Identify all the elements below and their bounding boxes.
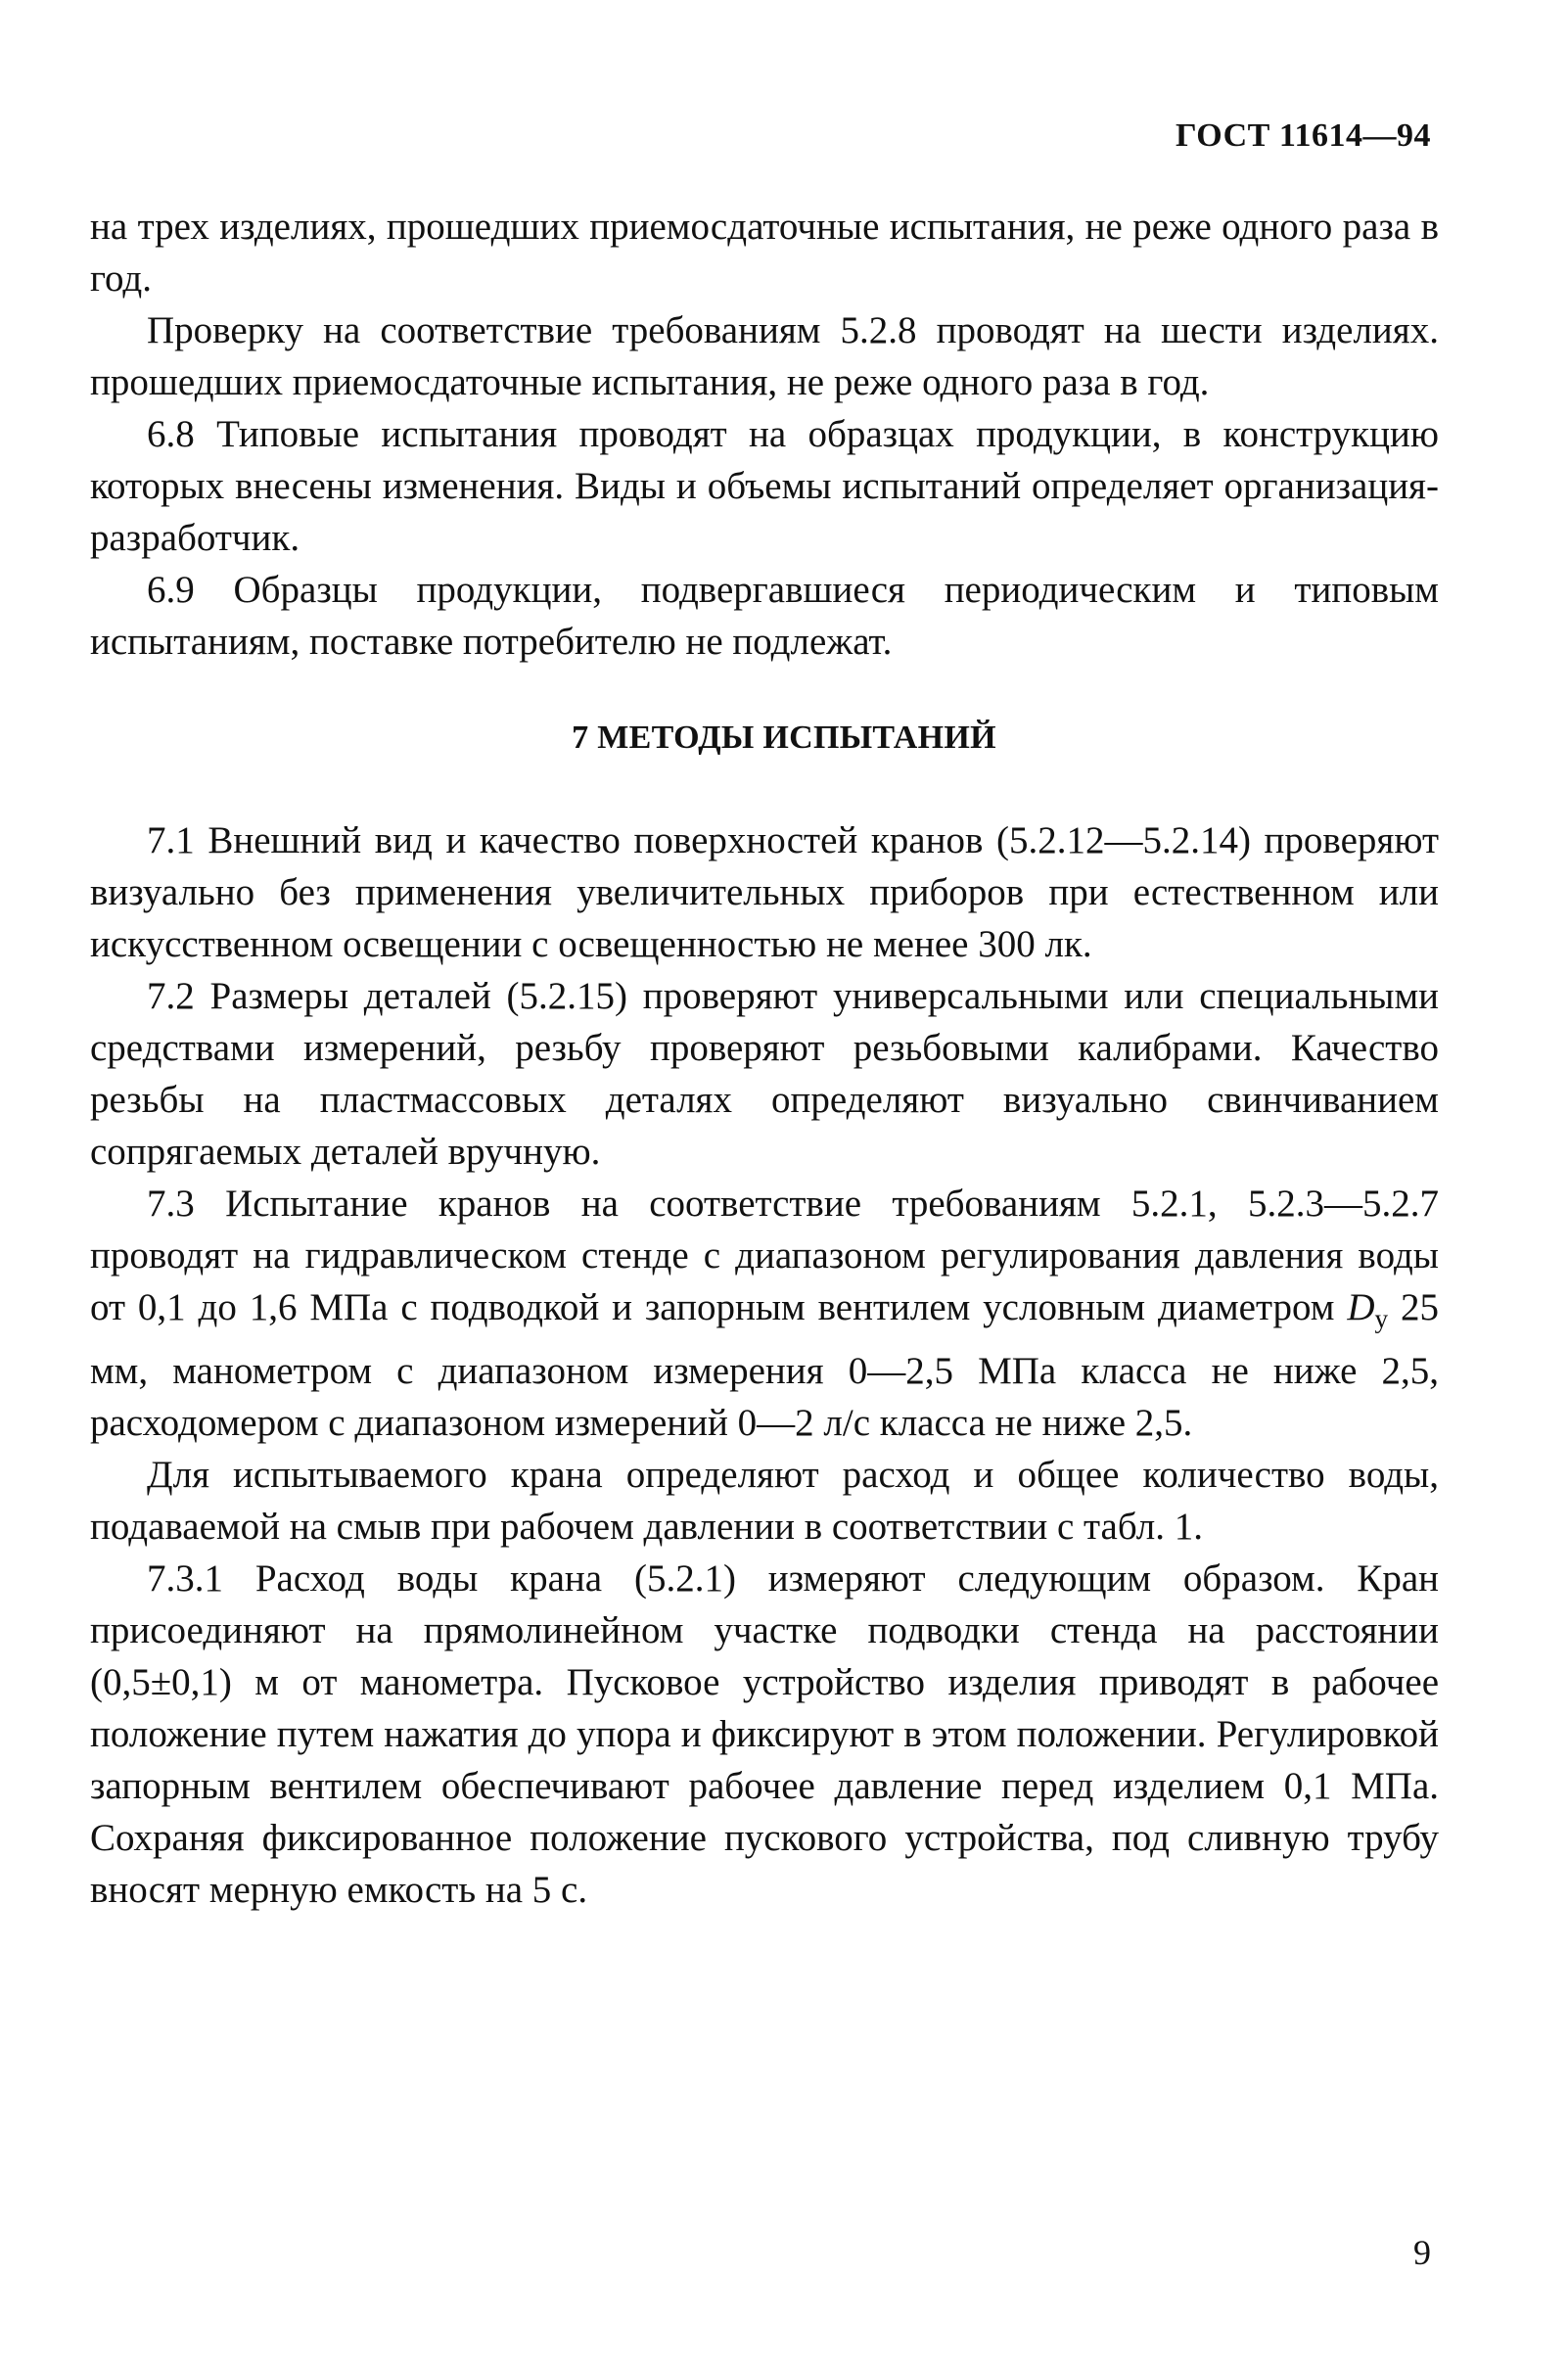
section-heading: 7 МЕТОДЫ ИСПЫТАНИЙ — [572, 720, 996, 756]
diameter-subscript: у — [1374, 1304, 1389, 1334]
paragraph: Для испытываемого крана определяют расход и общее количество воды, подаваемой на смыв при рабочем давлении в соответствии с табл. 1. — [90, 1454, 1439, 1549]
diameter-symbol: D — [1347, 1286, 1375, 1328]
paragraph: 7.3.1 Расход воды крана (5.2.1) измеряют следующим образом. Кран присоединяют на прямолинейном участке подводки стенда на расстоянии (0,5±0,1) м от манометра. Пусковое устройство изделия приводят в рабочее положение путем нажатия до упора и фиксируют в этом положении. Регулировкой запорным вентилем обеспечивают рабочее давление перед изделием 0,1 МПа. Сохраняя фиксированное положение пускового устройства, под сливную трубу вносят мерную емкость на 5 с. — [90, 1557, 1439, 1912]
paragraph: 6.9 Образцы продукции, подвергавшиеся периодическим и типовым испытаниям, поставке потребителю не подлежат. — [90, 569, 1439, 663]
text-block-before-section — [90, 201, 1439, 668]
text-block-section-7 — [90, 814, 1439, 1916]
paragraph-text: 7.3 Испытание кранов на соответствие требованиям 5.2.1, 5.2.3—5.2.7 проводят на гидравлическом стенде с диапазоном регулирования давления воды от 0,1 до 1,6 МПа с подводкой и запорным вентилем условным диаметром — [90, 1183, 1439, 1328]
paragraph: 6.8 Типовые испытания проводят на образцах продукции, в конструкцию которых внесены изменения. Виды и объемы испытаний определяет организация-разработчик. — [90, 413, 1439, 559]
paragraph-text: 25 мм, манометром с диапазоном измерения 0—2,5 МПа класса не ниже 2,5, расходомером с диапазоном измерений 0—2 л/с класса не ниже 2,5. — [90, 1286, 1440, 1445]
standard-number-header: ГОСТ 11614—94 — [1175, 117, 1431, 154]
paragraph: 7.2 Размеры деталей (5.2.15) проверяют универсальными или специальными средствами измерений, резьбу проверяют резьбовыми калибрами. Качество резьбы на пластмассовых деталях определяют визуально свинчиванием сопрягаемых деталей вручную. — [90, 975, 1439, 1173]
paragraph: 7.1 Внешний вид и качество поверхностей кранов (5.2.12—5.2.14) проверяют визуально без применения увеличительных приборов при естественном или искусственном освещении с освещенностью не менее 300 лк. — [90, 819, 1439, 965]
paragraph: на трех изделиях, прошедших приемосдаточные испытания, не реже одного раза в год. — [90, 206, 1439, 300]
paragraph: Проверку на соответствие требованиям 5.2.8 проводят на шести изделиях. прошедших приемосдаточные испытания, не реже одного раза в год. — [90, 309, 1439, 403]
paragraph-7-3 — [90, 1178, 1439, 1449]
page-number: 9 — [1413, 2233, 1431, 2272]
